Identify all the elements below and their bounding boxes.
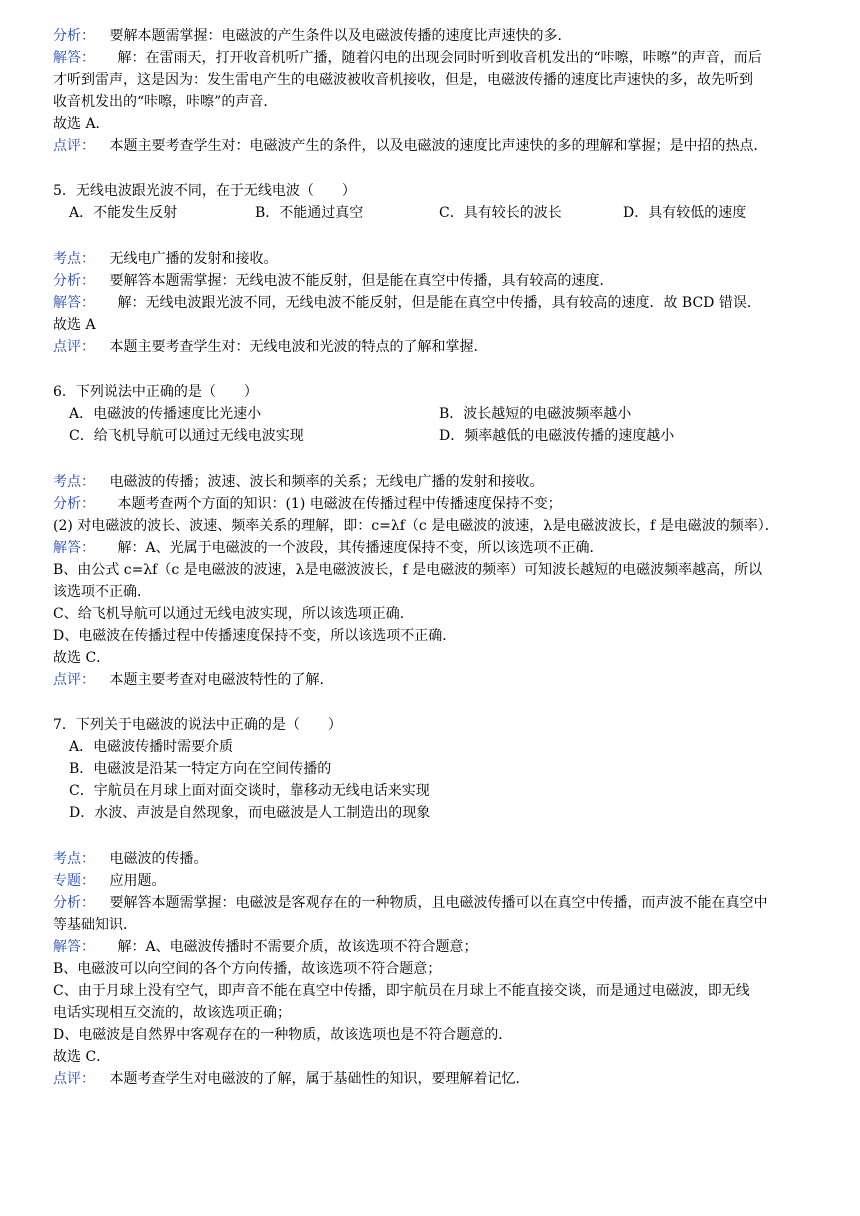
- q6-option-d: D．频率越低的电磁波传播的速度越小: [439, 428, 675, 444]
- q5-option-b: B．不能通过真空: [255, 205, 364, 221]
- q6-point: 考点： 电磁波的传播；波速、波长和频率的关系；无线电广播的发射和接收。: [53, 474, 544, 490]
- q4-answer-line-2: 才听到雷声，这是因为：发生雷电产生的电磁波被收音机接收，但是，电磁波传播的速度比声速快的多，故先听到: [53, 72, 753, 88]
- q7-answer-line-2: B、电磁波可以向空间的各个方向传播，故该选项不符合题意；: [53, 961, 442, 977]
- analysis-label: 分析：: [53, 496, 95, 512]
- q6-answer-line-4: C、给飞机导航可以通过无线电波实现，所以该选项正确．: [53, 606, 414, 622]
- q4-choice: 故选 A．: [53, 116, 110, 132]
- point-label: 考点：: [53, 851, 95, 867]
- q7-answer-line-5: D、电磁波是自然界中客观存在的一种物质，故该选项也是不符合题意的．: [53, 1027, 513, 1043]
- q5-point: 考点： 无线电广播的发射和接收。: [53, 251, 278, 267]
- analysis-label: 分析：: [53, 28, 95, 44]
- q7-answer-line-1: 解答： 解：A、电磁波传播时不需要介质，故该选项不符合题意；: [53, 939, 478, 955]
- q6-option-a: A．电磁波的传播速度比光速小: [69, 406, 262, 422]
- q7-option-a: A．电磁波传播时需要介质: [69, 739, 234, 755]
- q7-choice: 故选 C．: [53, 1049, 111, 1065]
- q7-stem: 7．下列关于电磁波的说法中正确的是（ ）: [53, 717, 342, 733]
- comment-label: 点评：: [53, 672, 95, 688]
- q7-option-d: D．水波、声波是自然现象，而电磁波是人工制造出的现象: [69, 805, 431, 821]
- q5-choice: 故选 A: [53, 317, 96, 333]
- q6-option-c: C．给飞机导航可以通过无线电波实现: [69, 428, 304, 444]
- q5-option-c: C．具有较长的波长: [439, 205, 562, 221]
- q5-comment: 点评： 本题主要考查学生对：无线电波和光波的特点的了解和掌握．: [53, 339, 488, 355]
- q6-answer-line-3: 该选项不正确．: [53, 584, 151, 600]
- q7-answer-line-3: C、由于月球上没有空气，即声音不能在真空中传播，即宇航员在月球上不能直接交谈，而是通过电磁波，即无线: [53, 983, 750, 999]
- answer-label: 解答：: [53, 50, 95, 66]
- analysis-label: 分析：: [53, 273, 95, 289]
- q4-analysis: 分析： 要解本题需掌握：电磁波的产生条件以及电磁波传播的速度比声速快的多．: [53, 28, 572, 44]
- q6-analysis-line-2: (2) 对电磁波的波长、波速、频率关系的理解，即：c=λf（c 是电磁波的波速，λ是电磁波波长，f 是电磁波的频率）．: [53, 518, 779, 534]
- q7-comment: 点评： 本题考查学生对电磁波的了解，属于基础性的知识，要理解着记忆．: [53, 1071, 530, 1087]
- q7-analysis-line-1: 分析： 要解答本题需掌握：电磁波是客观存在的一种物质，且电磁波传播可以在真空中传播，而声波不能在真空中: [53, 895, 768, 911]
- q6-answer-line-2: B、由公式 c=λf（c 是电磁波的波速，λ是电磁波波长，f 是电磁波的频率）可知波长越短的电磁波频率越高，所以: [53, 562, 763, 578]
- q7-option-c: C．宇航员在月球上面对面交谈时，靠移动无线电话来实现: [69, 783, 430, 799]
- q5-stem: 5．无线电波跟光波不同，在于无线电波（ ）: [53, 183, 356, 199]
- q4-comment: 点评： 本题主要考查学生对：电磁波产生的条件，以及电磁波的速度比声速快的多的理解和掌握；是中招的热点．: [53, 138, 768, 154]
- q6-answer-line-1: 解答： 解：A、光属于电磁波的一个波段，其传播速度保持不变，所以该选项不正确．: [53, 540, 604, 556]
- q5-answer: 解答： 解：无线电波跟光波不同，无线电波不能反射，但是能在真空中传播，具有较高的速度．故 BCD 错误．: [53, 295, 761, 311]
- q6-comment: 点评： 本题主要考查对电磁波特性的了解．: [53, 672, 334, 688]
- q6-stem: 6．下列说法中正确的是（ ）: [53, 384, 258, 400]
- q7-point: 考点： 电磁波的传播。: [53, 851, 208, 867]
- q4-answer-line-1: 解答： 解：在雷雨天，打开收音机听广播，随着闪电的出现会同时听到收音机发出的“咔嚓，咔嚓”的声音，而后: [53, 50, 762, 66]
- q6-option-b: B．波长越短的电磁波频率越小: [439, 406, 632, 422]
- analysis-label: 分析：: [53, 895, 95, 911]
- comment-label: 点评：: [53, 1071, 95, 1087]
- q7-analysis-line-2: 等基础知识．: [53, 917, 137, 933]
- q5-option-a: A．不能发生反射: [69, 205, 178, 221]
- q7-answer-line-4: 电话实现相互交流的，故该选项正确；: [53, 1005, 291, 1021]
- q7-option-b: B．电磁波是沿某一特定方向在空间传播的: [69, 761, 332, 777]
- answer-label: 解答：: [53, 540, 95, 556]
- answer-label: 解答：: [53, 295, 95, 311]
- q7-topic: 专题： 应用题。: [53, 873, 166, 889]
- answer-label: 解答：: [53, 939, 95, 955]
- comment-label: 点评：: [53, 138, 95, 154]
- point-label: 考点：: [53, 251, 95, 267]
- q5-option-d: D．具有较低的速度: [623, 205, 747, 221]
- comment-label: 点评：: [53, 339, 95, 355]
- q4-answer-line-3: 收音机发出的“咔嚓，咔嚓”的声音．: [53, 94, 278, 110]
- q5-analysis: 分析： 要解答本题需掌握：无线电波不能反射，但是能在真空中传播，具有较高的速度．: [53, 273, 614, 289]
- point-label: 考点：: [53, 474, 95, 490]
- q6-answer-line-5: D、电磁波在传播过程中传播速度保持不变，所以该选项不正确．: [53, 628, 457, 644]
- q6-analysis-line-1: 分析： 本题考查两个方面的知识：(1) 电磁波在传播过程中传播速度保持不变；: [53, 496, 562, 512]
- q6-choice: 故选 C．: [53, 650, 111, 666]
- topic-label: 专题：: [53, 873, 95, 889]
